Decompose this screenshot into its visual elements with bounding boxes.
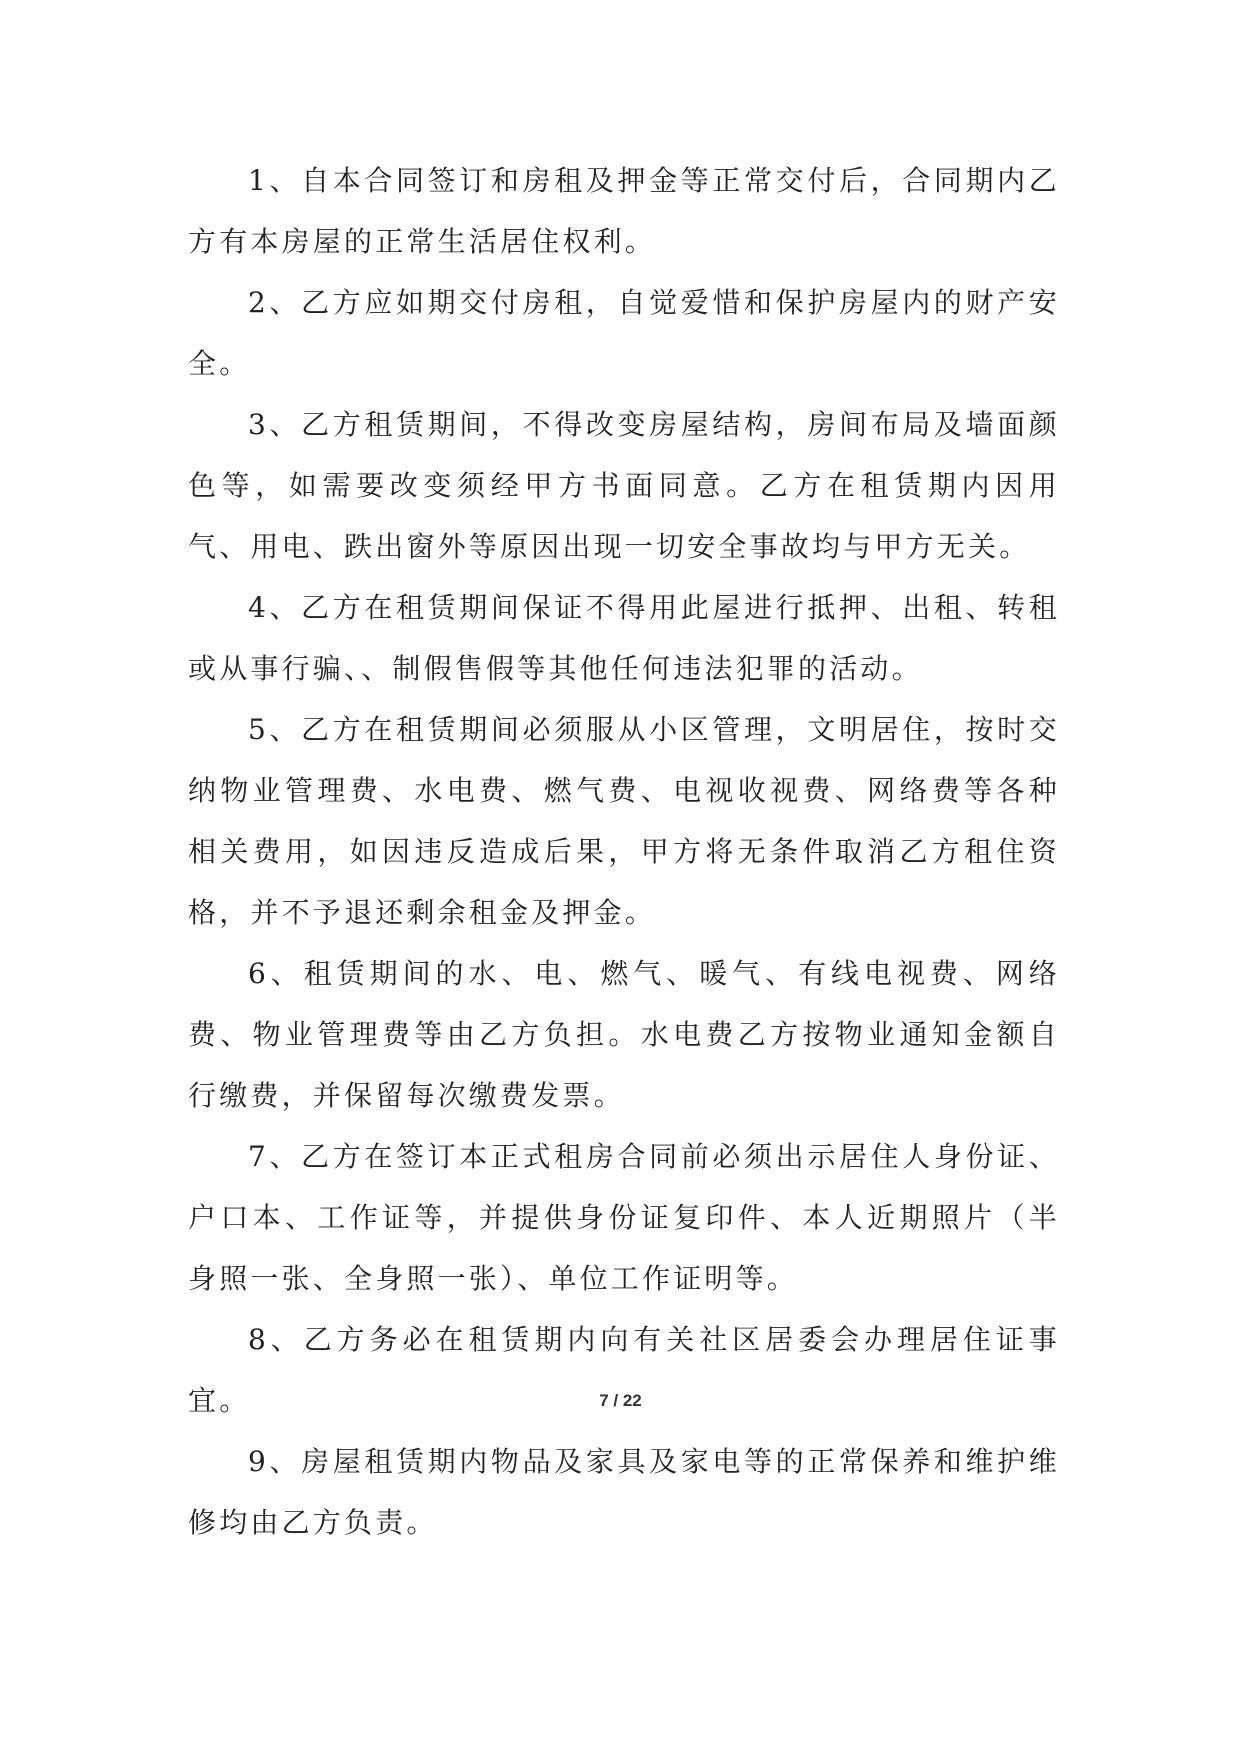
clause-paragraph-4: 4、乙方在租赁期间保证不得用此屋进行抵押、出租、转租或从事行骗、、制假售假等其他任何违法犯罪的活动。 <box>188 591 1060 685</box>
clause-paragraph-2: 2、乙方应如期交付房租，自觉爱惜和保护房屋内的财产安全。 <box>188 286 1060 380</box>
page-number: 7 / 22 <box>599 1391 642 1410</box>
clause-paragraph-5: 5、乙方在租赁期间必须服从小区管理，文明居住，按时交纳物业管理费、水电费、燃气费、电视收视费、网络费等各种相关费用，如因违反造成后果，甲方将无条件取消乙方租住资格，并不予退还剩余租金及押金。 <box>188 713 1060 929</box>
clause-paragraph-6: 6、租赁期间的水、电、燃气、暖气、有线电视费、网络费、物业管理费等由乙方负担。水电费乙方按物业通知金额自行缴费，并保留每次缴费发票。 <box>188 957 1060 1112</box>
clause-paragraph-9: 9、房屋租赁期内物品及家具及家电等的正常保养和维护维修均由乙方负责。 <box>188 1445 1060 1539</box>
clause-paragraph-1: 1、自本合同签订和房租及押金等正常交付后，合同期内乙方有本房屋的正常生活居住权利。 <box>188 164 1060 258</box>
document-body <box>188 150 1060 1553</box>
clause-paragraph-8: 8、乙方务必在租赁期内向有关社区居委会办理居住证事宜。 <box>188 1323 1060 1417</box>
clause-paragraph-7: 7、乙方在签订本正式租房合同前必须出示居住人身份证、户口本、工作证等，并提供身份证复印件、本人近期照片（半身照一张、全身照一张）、单位工作证明等。 <box>188 1140 1060 1295</box>
clause-paragraph-3: 3、乙方租赁期间，不得改变房屋结构，房间布局及墙面颜色等，如需要改变须经甲方书面同意。乙方在租赁期内因用气、用电、跌出窗外等原因出现一切安全事故均与甲方无关。 <box>188 408 1060 563</box>
